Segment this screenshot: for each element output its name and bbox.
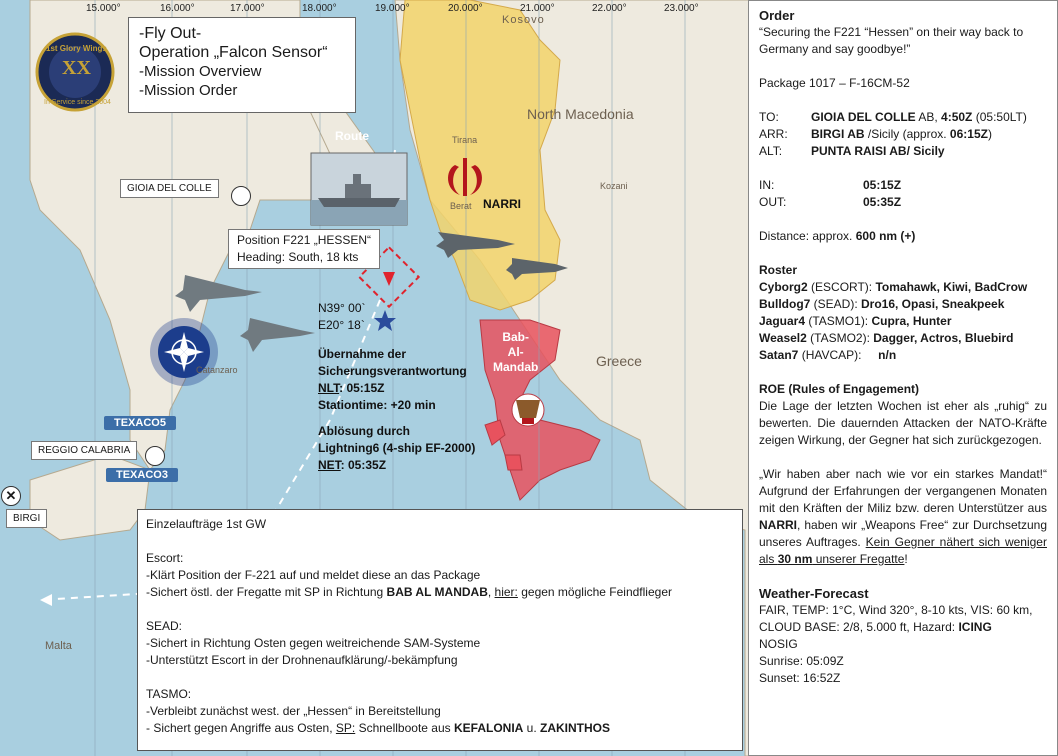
frigate-position-box <box>228 229 380 269</box>
out-row <box>759 194 1047 211</box>
escort-2a: -Sichert östl. der Fregatte mit SP in Richtung <box>146 585 387 599</box>
roe-paragraph-1: Die Lage der letzten Wochen ist eher als „ruhig“ zu bewerten. Die dauernden Attacken der NATO-Kräfte zeigen Wirkung, der Gegner hat sich zurückgezogen. <box>759 399 1047 447</box>
position-title: Position F221 „HESSEN“ <box>237 233 372 247</box>
package-label: Package 1017 <box>759 76 836 90</box>
to-row <box>759 109 1047 126</box>
badge-mid-text: XX <box>62 57 91 79</box>
roe-heading: ROE (Rules of Engagement) <box>759 382 920 396</box>
sunset: Sunset: 16:52Z <box>759 671 841 685</box>
package-value: – F-16CM-52 <box>835 76 910 90</box>
lon-label-16: 16.000° <box>160 3 195 14</box>
escort-line-2 <box>146 584 734 601</box>
package-line <box>759 75 1047 92</box>
net-line <box>318 457 475 474</box>
to-key: TO: <box>759 110 779 124</box>
roster-role-0: (ESCORT): <box>807 280 876 294</box>
roe-p2-f: unserer Fregatte <box>812 552 905 566</box>
tasmo-2c: Schnellboote aus <box>355 721 454 735</box>
roster-call-2: Jaguar4 <box>759 314 806 328</box>
to-rest: AB, <box>915 110 942 124</box>
roster-row <box>759 347 1047 364</box>
order-heading: Order <box>759 8 795 23</box>
distance-line <box>759 228 1047 245</box>
in-row <box>759 177 1047 194</box>
lon-label-19: 19.000° <box>375 3 410 14</box>
stationtime-line: Stationtime: +20 min <box>318 398 436 412</box>
bab-al-mandab-label <box>493 330 538 375</box>
roe-p2-c: , haben wir „Weapons Free“ zur Durchsetzung unseres Auftrages. <box>759 518 1047 549</box>
roster-row <box>759 330 1047 347</box>
order-panel <box>748 0 1058 756</box>
roster-pilots-1: Dro16, Opasi, Sneakpeek <box>861 297 1005 311</box>
in-key: IN: <box>759 178 775 192</box>
lon-label-18: 18.000° <box>302 3 337 14</box>
tasmo-line-2 <box>146 720 734 737</box>
roe-p2-d: Kein Gegner nähert sich weniger als <box>759 535 1047 566</box>
handover-line-1: Übernahme der <box>318 347 407 361</box>
roster-role-1: (SEAD): <box>810 297 861 311</box>
distance-value: 600 nm (+) <box>855 229 916 243</box>
nlt-label: NLT <box>318 381 340 395</box>
sead-line-2: -Unterstützt Escort in der Drohnenaufklärung/-bekämpfung <box>146 653 458 667</box>
roster-role-4: (HAVCAP): <box>798 348 879 362</box>
birgi-label: BIRGI <box>6 509 47 528</box>
escort-2e: gegen mögliche Feindflieger <box>517 585 672 599</box>
tasmo-2e: u. <box>523 721 541 735</box>
gioia-del-colle-label: GIOIA DEL COLLE <box>120 179 219 198</box>
nlt-line <box>318 380 467 397</box>
reggio-calabria-label: REGGIO CALABRIA <box>31 441 137 460</box>
roster-call-4: Satan7 <box>759 348 799 362</box>
to-airfield: GIOIA DEL COLLE <box>811 110 916 124</box>
texaco3-label: TEXACO3 <box>106 468 178 482</box>
roster-row <box>759 313 1047 330</box>
arr-end: ) <box>987 127 992 141</box>
bab-al-mandab-emblem <box>512 394 544 426</box>
arr-row <box>759 126 1047 143</box>
escort-2c: , <box>487 585 495 599</box>
title-line-4: -Mission Order <box>139 82 238 99</box>
berat-label: Berat <box>450 201 472 211</box>
kozani-label: Kozani <box>600 181 628 191</box>
gioia-del-colle-marker[interactable] <box>231 186 251 206</box>
greece-label: Greece <box>596 353 642 369</box>
net-label: NET <box>318 458 341 472</box>
roe-paragraph-2 <box>759 466 1047 568</box>
roster-row <box>759 296 1047 313</box>
roster-call-1: Bulldog7 <box>759 297 811 311</box>
tasks-panel <box>137 509 743 751</box>
coord-north: N39° 00` <box>318 301 366 315</box>
arr-key: ARR: <box>759 127 788 141</box>
tasmo-heading: TASMO: <box>146 687 192 701</box>
weather-body: FAIR, TEMP: 1°C, Wind 320°, 8-10 kts, VIS: 60 km, CLOUD BASE: 2/8, 5.000 ft, Hazard: <box>759 603 1033 634</box>
roster-row <box>759 279 1047 296</box>
escort-line-1: -Klärt Position der F-221 auf und meldet diese an das Package <box>146 568 481 582</box>
lon-label-22: 22.000° <box>592 3 627 14</box>
roster-pilots-4: n/n <box>878 348 897 362</box>
birgi-marker[interactable]: ✕ <box>1 486 21 506</box>
route-label: Route <box>335 129 369 143</box>
alt-rest: / Sicily <box>906 144 945 158</box>
roster-call-3: Weasel2 <box>759 331 807 345</box>
nlt-value: : 05:15Z <box>339 381 385 395</box>
frigate-photo <box>311 153 407 225</box>
arr-airfield: BIRGI AB <box>811 127 865 141</box>
badge-bottom-text: In Service since 2004 <box>44 99 111 106</box>
title-line-2: Operation „Falcon Sensor“ <box>139 44 328 61</box>
alt-airfield: PUNTA RAISI AB <box>811 144 907 158</box>
tirana-label: Tirana <box>452 135 478 145</box>
escort-heading: Escort: <box>146 551 184 565</box>
texaco5-label: TEXACO5 <box>104 416 176 430</box>
escort-2d: hier: <box>494 585 518 599</box>
roster-pilots-0: Tomahawk, Kiwi, BadCrow <box>875 280 1028 294</box>
frigate-coordinates <box>318 300 366 334</box>
roster-role-3: (TASMO2): <box>806 331 874 345</box>
coord-east: E20° 18` <box>318 318 365 332</box>
handover-line-2: Sicherungsverantwortung <box>318 364 467 378</box>
bab-al-mandab-text: Bab- Al- Mandab <box>493 330 539 374</box>
tasmo-2a: - Sichert gegen Angriffe aus Osten, <box>146 721 336 735</box>
in-value: 05:15Z <box>863 178 902 192</box>
tasmo-2b: SP: <box>335 721 356 735</box>
out-value: 05:35Z <box>863 195 902 209</box>
reggio-calabria-marker[interactable] <box>145 446 165 466</box>
narri-label: NARRI <box>483 197 521 211</box>
roster-call-0: Cyborg2 <box>759 280 808 294</box>
sead-heading: SEAD: <box>146 619 183 633</box>
out-key: OUT: <box>759 195 787 209</box>
arr-time: 06:15Z <box>949 127 988 141</box>
roe-p2-g: ! <box>904 552 908 566</box>
arr-rest: /Sicily (approx. <box>864 127 950 141</box>
to-time: 4:50Z <box>941 110 973 124</box>
lon-label-20: 20.000° <box>448 3 483 14</box>
to-lt: (05:50LT) <box>972 110 1027 124</box>
roe-p2-distance: 30 nm <box>777 552 813 566</box>
lon-label-17: 17.000° <box>230 3 265 14</box>
title-line-1: -Fly Out- <box>139 25 202 42</box>
kosovo-label: Kosovo <box>502 14 545 26</box>
relief-line-2: Lightning6 (4-ship EF-2000) <box>318 441 476 455</box>
relief-line-1: Ablösung durch <box>318 424 410 438</box>
roe-p2-a: „Wir haben aber nach wie vor ein starkes Mandat!“ Aufgrund der Erfahrungen der vergangenen Monaten mit den Kräften der Miliz bzw. deren Unterstützer aus <box>759 467 1047 515</box>
relief-block <box>318 423 475 474</box>
distance-pre: Distance: approx. <box>759 229 856 243</box>
lon-label-15: 15.000° <box>86 3 121 14</box>
alt-key: ALT: <box>759 144 783 158</box>
net-value: : 05:35Z <box>340 458 387 472</box>
tasmo-2d: KEFALONIA <box>453 721 524 735</box>
malta-label: Malta <box>45 640 72 652</box>
roster-pilots-3: Dagger, Actros, Bluebird <box>873 331 1014 345</box>
roster-heading: Roster <box>759 263 798 277</box>
badge-top-text: 1st Glory Wings <box>46 44 107 53</box>
tasmo-2f: ZAKINTHOS <box>540 721 611 735</box>
sead-line-1: -Sichert in Richtung Osten gegen weitreichende SAM-Systeme <box>146 636 481 650</box>
sunrise: Sunrise: 05:09Z <box>759 654 844 668</box>
roe-p2-narri: NARRI <box>759 518 797 532</box>
roster-role-2: (TASMO1): <box>805 314 872 328</box>
alt-row <box>759 143 1047 160</box>
red-island-2 <box>505 455 522 470</box>
title-line-3: -Mission Overview <box>139 63 262 80</box>
escort-2b: BAB AL MANDAB <box>386 585 488 599</box>
mission-title-box <box>128 17 356 113</box>
tasks-heading: Einzelaufträge 1st GW <box>146 517 267 531</box>
tasmo-line-1: -Verbleibt zunächst west. der „Hessen“ in Bereitstellung <box>146 704 441 718</box>
weather-heading: Weather-Forecast <box>759 586 869 601</box>
lon-label-23: 23.000° <box>664 3 699 14</box>
weather-icing: ICING <box>958 620 992 634</box>
position-heading: Heading: South, 18 kts <box>237 250 359 264</box>
handover-block <box>318 346 467 414</box>
weather-text <box>759 602 1047 636</box>
north-macedonia-label: North Macedonia <box>527 106 634 122</box>
weather-nosig: NOSIG <box>759 637 798 651</box>
lon-label-21: 21.000° <box>520 3 555 14</box>
catanzaro-label: Catanzaro <box>196 365 238 375</box>
roster-pilots-2: Cupra, Hunter <box>871 314 952 328</box>
order-quote: “Securing the F221 “Hessen” on their way back to Germany and say goodbye!” <box>759 25 1024 56</box>
